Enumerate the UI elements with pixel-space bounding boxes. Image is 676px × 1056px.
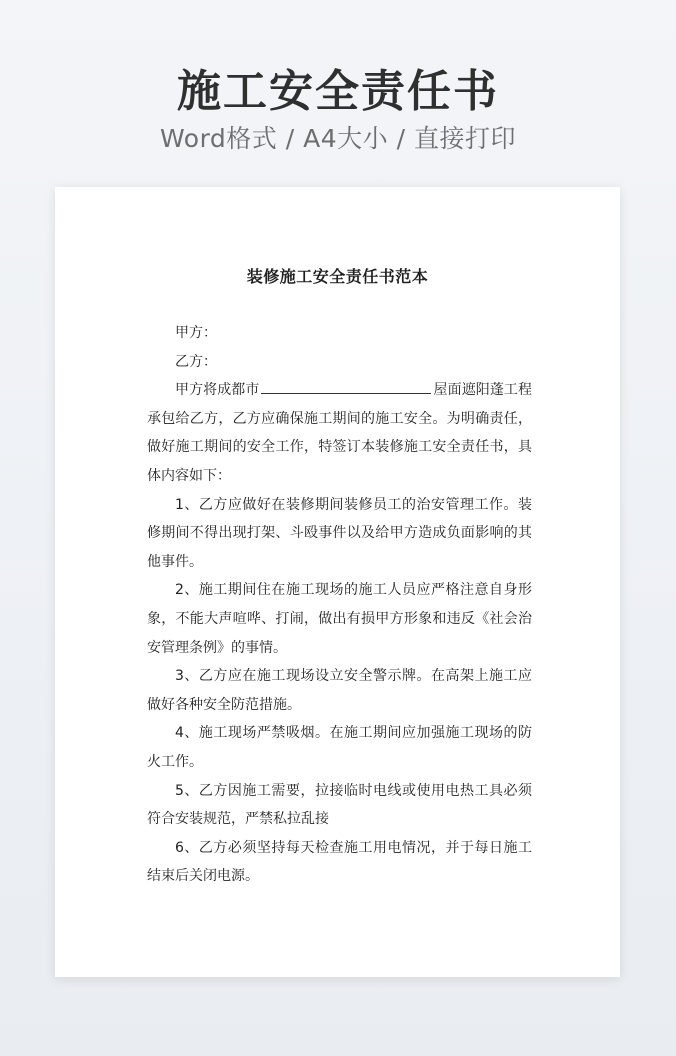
party-b-line: 乙方：: [175, 353, 217, 370]
intro-prefix: 甲方将成都市: [175, 382, 260, 399]
main-title: 施工安全责任书: [177, 66, 499, 117]
clause-3: 3、乙方应在施工现场设立安全警示牌。在高架上施工应做好各种安全防范措施。: [147, 668, 532, 713]
blank-fill-line: [261, 379, 431, 394]
clause-4: 4、施工现场严禁吸烟。在施工期间应加强施工现场的防火工作。: [147, 725, 532, 770]
clause-1: 1、乙方应做好在装修期间装修员工的治安管理工作。装修期间不得出现打架、斗殴事件以及给甲方造成负面影响的其他事件。: [147, 496, 532, 570]
document-page: [55, 187, 620, 977]
document-body: [147, 319, 532, 891]
clause-6: 6、乙方必须坚持每天检查施工用电情况，并于每日施工结束后关闭电源。: [147, 839, 532, 885]
intro-suffix: 屋面遮阳蓬工程承包给乙方，乙方应确保施工期间的施工安全。为明确责任，做好施工期间的安全工作，特签订本装修施工安全责任书，具体内容如下：: [147, 382, 533, 484]
clause-5: 5、乙方因施工需要，拉接临时电线或使用电热工具必须符合安装规范，严禁私拉乱接: [147, 782, 532, 828]
clause-2: 2、施工期间住在施工现场的施工人员应严格注意自身形象，不能大声喧哗、打闹，做出有损甲方形象和违反《社会治安管理条例》的事情。: [147, 582, 532, 656]
subtitle: Word格式 / A4大小 / 直接打印: [160, 124, 516, 153]
intro-paragraph: [147, 376, 532, 490]
party-a-line: 甲方：: [175, 325, 217, 341]
header: [0, 62, 676, 156]
document-title: 装修施工安全责任书范本: [246, 267, 429, 286]
